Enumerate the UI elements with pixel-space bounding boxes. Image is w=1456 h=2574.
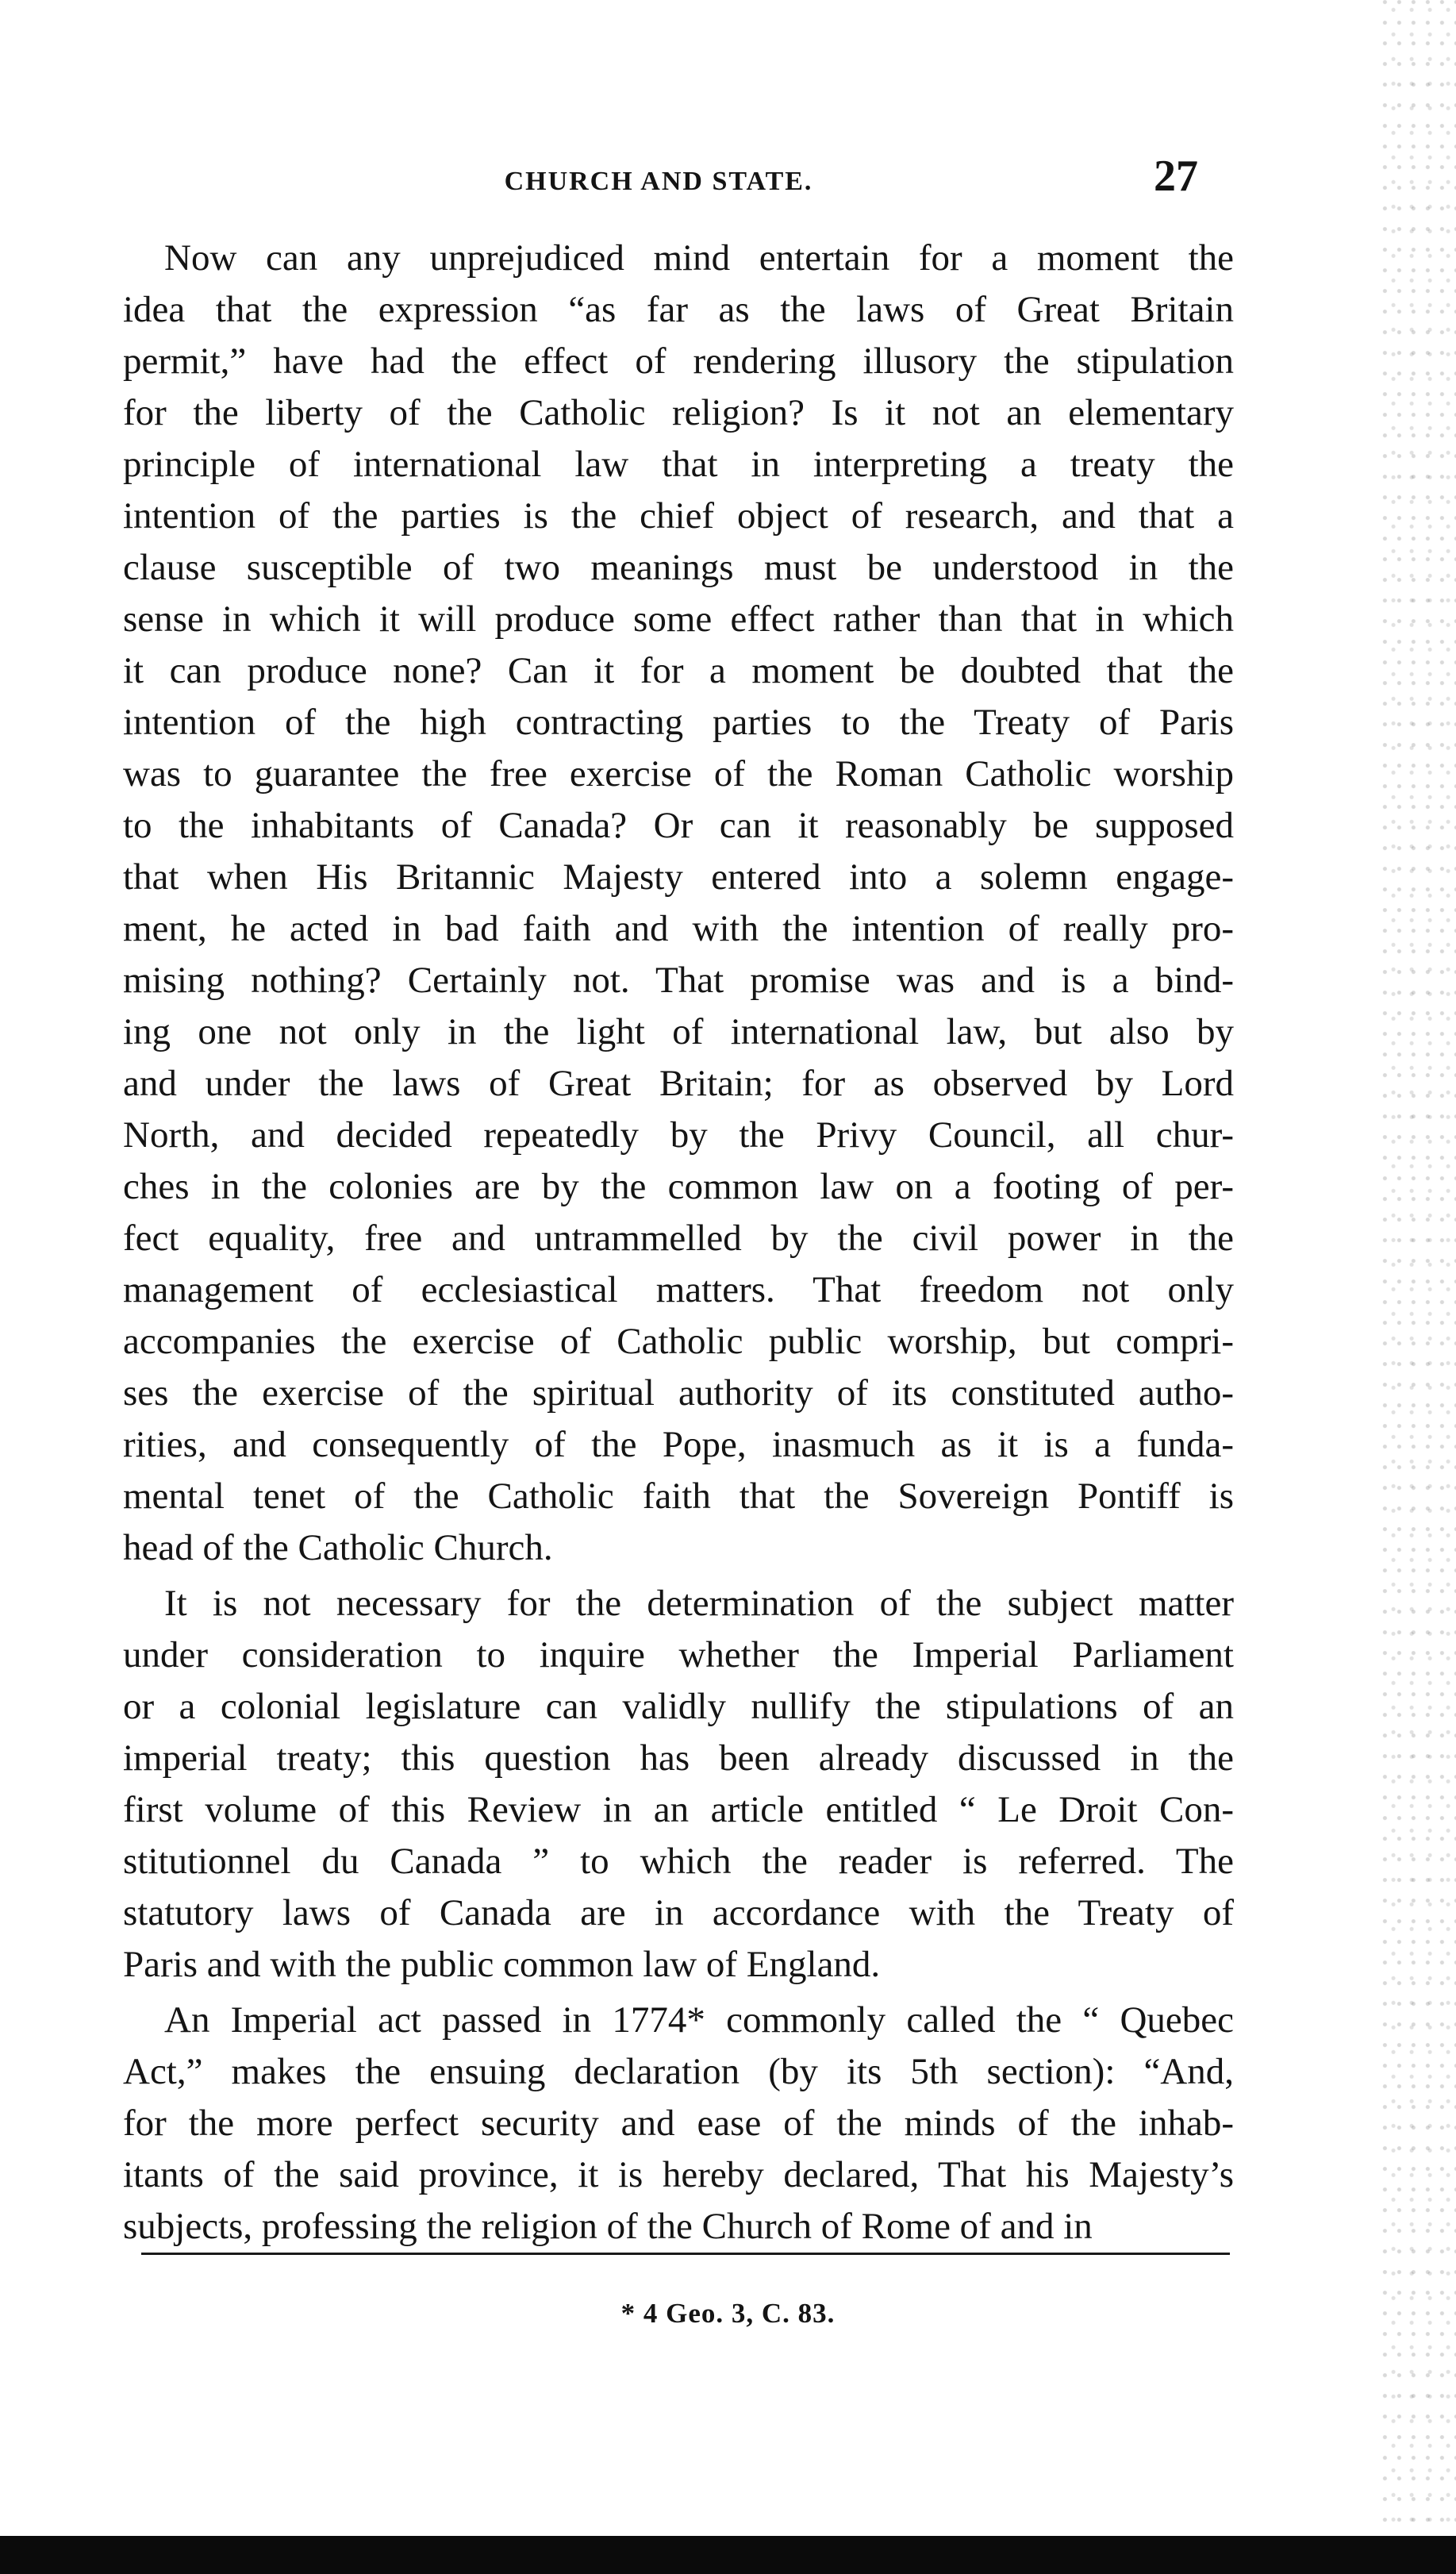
text-line: It is not necessary for the determination of the subject matter bbox=[164, 1583, 1234, 1624]
text-line: was to guarantee the free exercise of the Roman Catholic worship bbox=[123, 753, 1234, 795]
text-line: management of ecclesiastical matters. That freedom not only bbox=[123, 1269, 1234, 1310]
text-line: accompanies the exercise of Catholic public worship, but compri- bbox=[123, 1321, 1234, 1362]
text-line: fect equality, free and untrammelled by the civil power in the bbox=[123, 1218, 1234, 1259]
text-line: first volume of this Review in an article entitled “ Le Droit Con- bbox=[123, 1789, 1234, 1830]
text-line: to the inhabitants of Canada? Or can it reasonably be supposed bbox=[123, 805, 1234, 846]
footnote: * 4 Geo. 3, C. 83. bbox=[620, 2298, 836, 2329]
text-line: head of the Catholic Church. bbox=[123, 1527, 553, 1568]
text-line: and under the laws of Great Britain; for as observed by Lord bbox=[123, 1063, 1234, 1104]
scan-edge-noise bbox=[1381, 0, 1456, 2574]
text-line: intention of the parties is the chief object of research, and that a bbox=[123, 495, 1234, 537]
text-line: for the more perfect security and ease of the minds of the inhab- bbox=[123, 2103, 1234, 2144]
text-line: ses the exercise of the spiritual authority of its constituted autho- bbox=[123, 1372, 1234, 1414]
text-line: Paris and with the public common law of England. bbox=[123, 1944, 881, 1985]
text-line: stitutionnel du Canada ” to which the reader is referred. The bbox=[123, 1841, 1234, 1882]
paragraph bbox=[123, 1995, 1234, 2253]
text-line: sense in which it will produce some effect rather than that in which bbox=[123, 598, 1234, 640]
text-line: under consideration to inquire whether the Imperial Parliament bbox=[123, 1634, 1234, 1676]
text-line: itants of the said province, it is hereby declared, That his Majesty’s bbox=[123, 2154, 1234, 2195]
text-line: permit,” have had the effect of rendering illusory the stipulation bbox=[123, 341, 1234, 382]
text-line: North, and decided repeatedly by the Privy Council, all chur- bbox=[123, 1114, 1234, 1156]
text-line: An Imperial act passed in 1774* commonly called the “ Quebec bbox=[164, 1999, 1234, 2041]
text-line: Now can any unprejudiced mind entertain for a moment the bbox=[164, 237, 1234, 279]
page-number: 27 bbox=[1154, 152, 1198, 201]
text-line: imperial treaty; this question has been already discussed in the bbox=[123, 1737, 1234, 1779]
text-line: clause susceptible of two meanings must be understood in the bbox=[123, 547, 1234, 588]
footnote-rule bbox=[141, 2253, 1230, 2255]
text-line: ment, he acted in bad faith and with the intention of really pro- bbox=[123, 908, 1234, 949]
text-line: subjects, professing the religion of the Church of Rome of and in bbox=[123, 2206, 1093, 2247]
text-line: rities, and consequently of the Pope, inasmuch as it is a funda- bbox=[123, 1424, 1234, 1465]
text-line: Act,” makes the ensuing declaration (by its 5th section): “And, bbox=[123, 2051, 1234, 2092]
paragraph bbox=[123, 1578, 1234, 1991]
text-line: intention of the high contracting parties to the Treaty of Paris bbox=[123, 702, 1234, 743]
text-line: idea that the expression “as far as the laws of Great Britain bbox=[123, 289, 1234, 330]
body-text bbox=[123, 233, 1234, 2257]
text-line: or a colonial legislature can validly nullify the stipulations of an bbox=[123, 1686, 1234, 1727]
running-title: CHURCH AND STATE. bbox=[504, 167, 813, 196]
text-line: ing one not only in the light of international law, but also by bbox=[123, 1011, 1234, 1052]
text-line: ches in the colonies are by the common law on a footing of per- bbox=[123, 1166, 1234, 1207]
paragraph bbox=[123, 233, 1234, 1574]
text-line: principle of international law that in interpreting a treaty the bbox=[123, 444, 1234, 485]
text-line: that when His Britannic Majesty entered into a solemn engage- bbox=[123, 856, 1234, 898]
text-line: statutory laws of Canada are in accordance with the Treaty of bbox=[123, 1892, 1234, 1933]
text-line: mental tenet of the Catholic faith that the Sovereign Pontiff is bbox=[123, 1476, 1234, 1517]
scan-bottom-edge bbox=[0, 2536, 1456, 2574]
text-line: it can produce none? Can it for a moment be doubted that the bbox=[123, 650, 1234, 691]
running-head bbox=[127, 151, 1214, 214]
text-line: mising nothing? Certainly not. That promise was and is a bind- bbox=[123, 960, 1234, 1001]
text-line: for the liberty of the Catholic religion? Is it not an elementary bbox=[123, 392, 1234, 433]
